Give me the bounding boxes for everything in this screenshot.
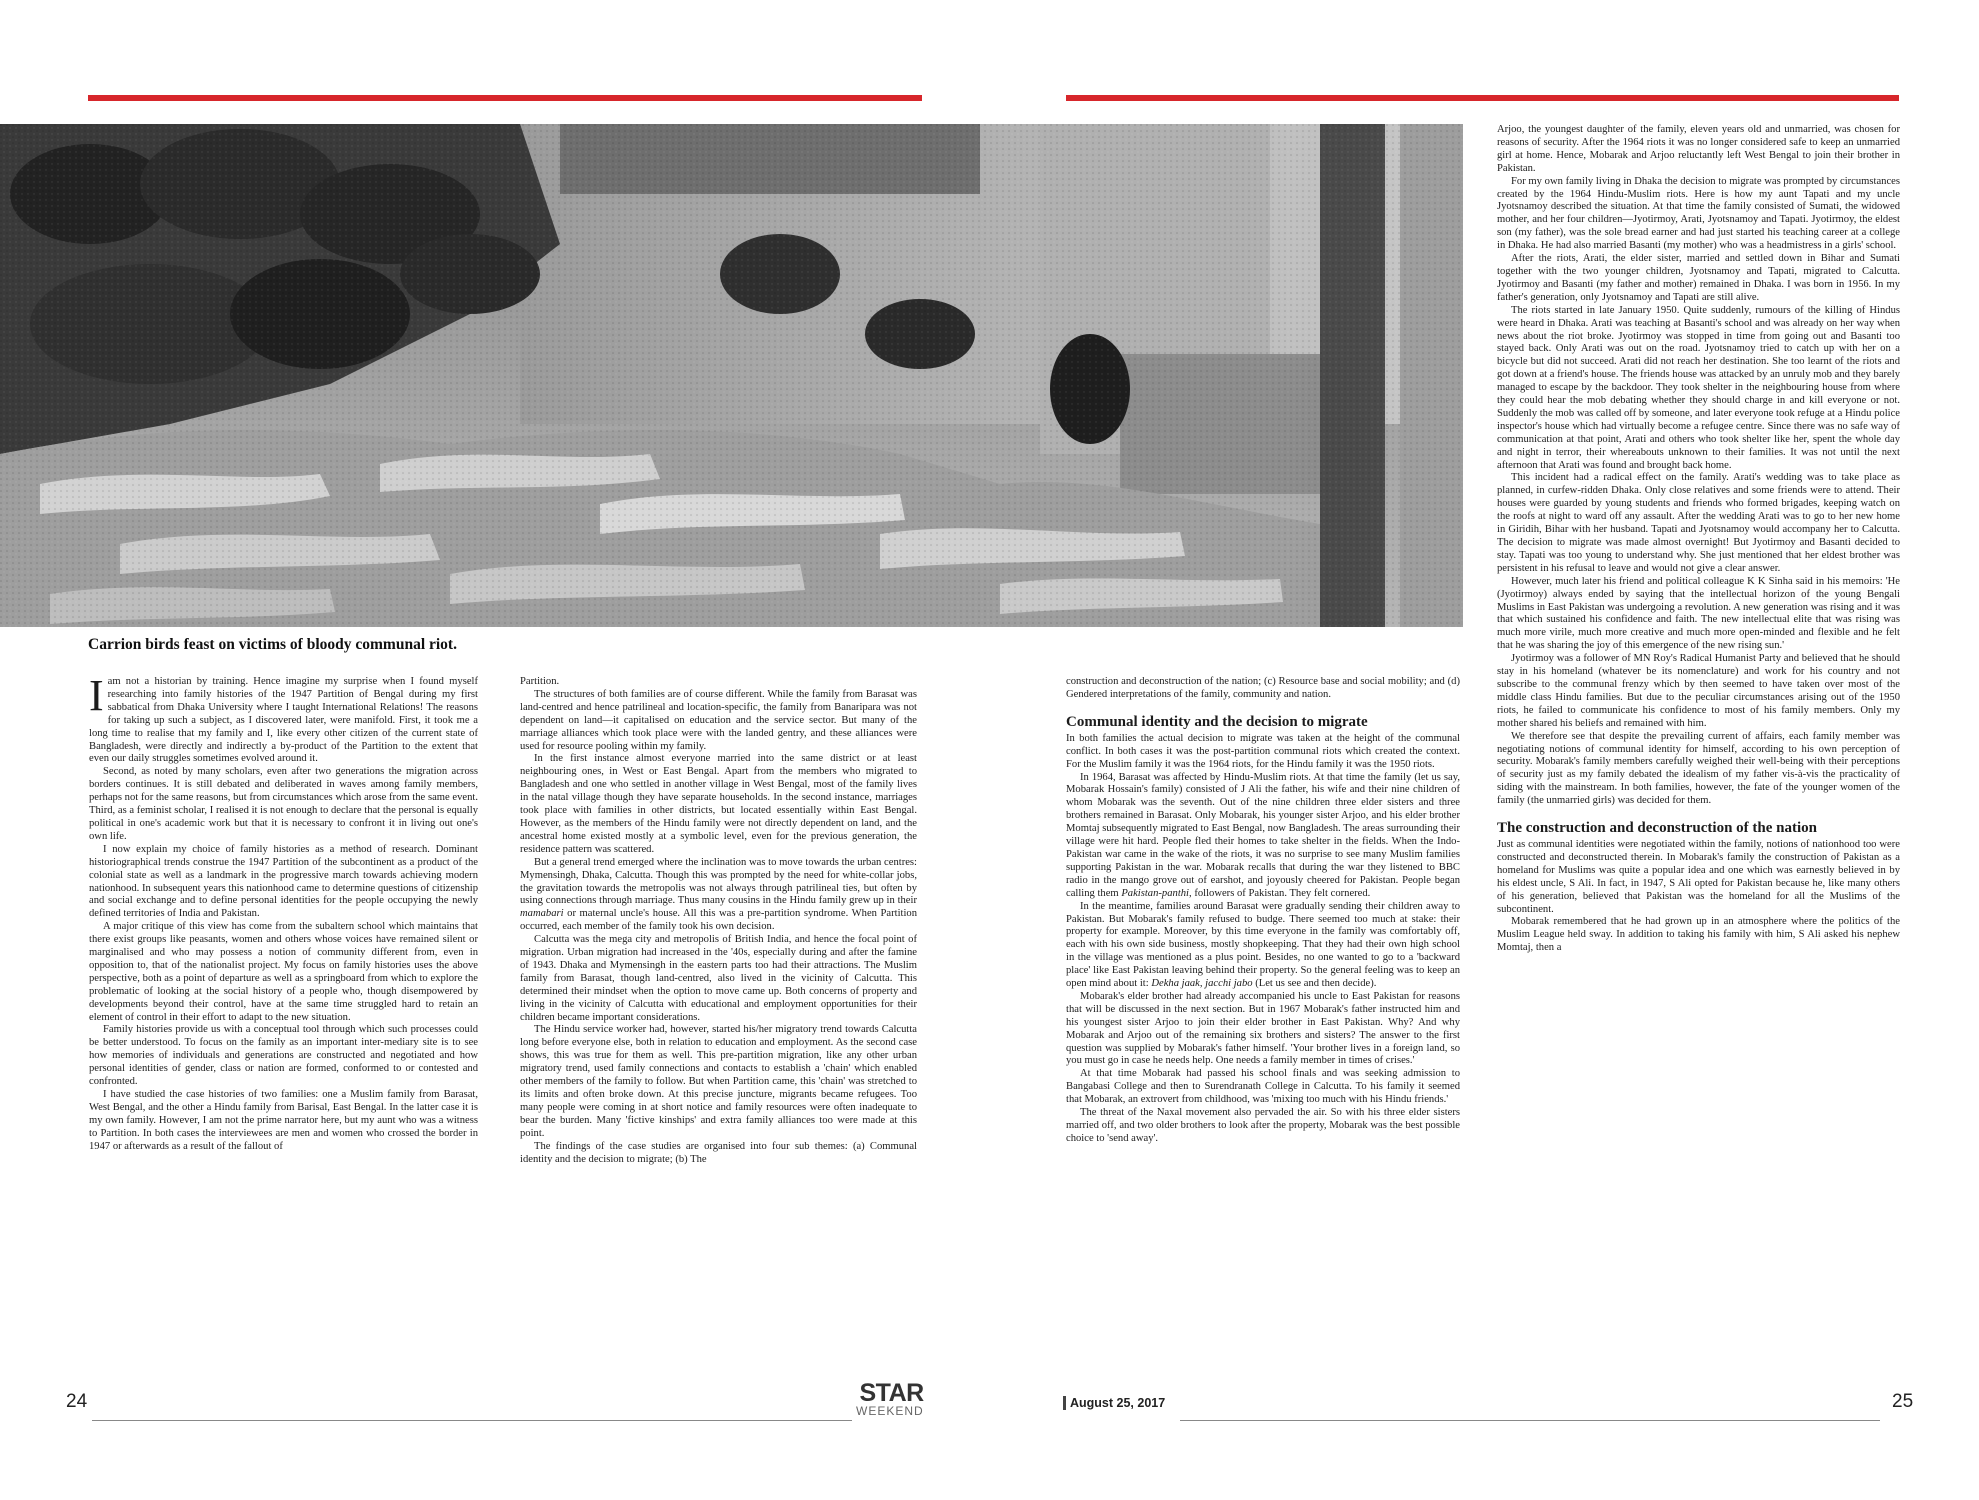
dropcap: I	[89, 676, 104, 720]
paragraph: But a general trend emerged where the inclination was to move towards the urban centres: Mymensingh, Dhaka, Calcutta. Though this was prompted by the need for white-collar jobs, the gravitation towards the metropolis was not always through patrilineal ties, but often by using connections through marriage. Thus many cousins in the Hindu family grew up in their mamabari or maternal uncle's house. All this was a pre-partition syndrome. When Partition occurred, each member of the family took his own decision.	[520, 856, 917, 933]
footer-rule-left	[92, 1420, 852, 1421]
paragraph: This incident had a radical effect on the family. Arati's wedding was to take place as planned, in curfew-ridden Dhaka. Only close relatives and some friends were to attend. Their houses were guarded by young students and friends who formed brigades, keeping watch on the roofs at night to ward off any assault. After the wedding Arati was to go to her new home in Giridih, Bihar with her husband. Tapati and Jyotsnamoy would accompany her to Calcutta. The decision to migrate was made almost overnight! But Jyotirmoy and Basanti decided to stay. Tapati was too young to understand why. She just mentioned that her eldest brother was persistent in his refusal to leave and would not give a clear answer.	[1497, 472, 1900, 574]
issue-date: August 25, 2017	[1063, 1396, 1165, 1410]
paragraph: The Hindu service worker had, however, started his/her migratory trend towards Calcutta long before everyone else, both in relation to education and employment. As the second case shows, this was true for them as well. This pre-partition migration, like any other urban migratory trend, used family connections and contacts to establish a 'chain' which enabled other members of the family to follow. But when Partition came, this 'chain' was stretched to its limits and often broke down. At this precise juncture, migrants became refugees. Too many people were coming in at short notice and family resources were often inadequate to bear the burden. Many 'fictive kinships' and extra family alliances too were made at this point.	[520, 1024, 917, 1139]
article-column-2	[520, 676, 917, 1386]
photo-caption: Carrion birds feast on victims of bloody communal riot.	[88, 636, 457, 653]
star-weekend-logo	[856, 1381, 924, 1417]
paragraph: We therefore see that despite the prevailing current of affairs, each family member was negotiating notions of communal identity for himself, according to his own perception of security. Mobarak's family members carefully weighed their well-being with their perceptions of security just as my family debated the idealism of my father vis-à-vis the practicality of siding with the mainstream. In both families, however, the fate of the younger women of the family (the unmarried girls) was decided for them.	[1497, 730, 1900, 807]
section-heading: The construction and deconstruction of the nation	[1497, 820, 1818, 837]
paragraph: Mobarak's elder brother had already accompanied his uncle to East Pakistan for reasons that will be discussed in the next section. But in 1967 Mobarak's father instructed him and his youngest sister Arjoo to join their elder brother in East Pakistan. Why? And why Mobarak and Arjoo out of the remaining six brothers and sisters? The answer to the first question was supplied by Mobarak's father himself. 'Your brother lives in a foreign land, so you must go in case he needs help. One needs a family member in times of crises.'	[1066, 990, 1460, 1067]
paragraph: Arjoo, the youngest daughter of the family, eleven years old and unmarried, was chosen for reasons of security. After the 1964 riots it was no longer considered safe to keep an unmarried girl at home. Hence, Mobarak and Arjoo reluctantly left West Bengal to join their brother in Pakistan.	[1497, 124, 1900, 174]
article-column-1	[89, 676, 478, 1386]
top-rule-left	[88, 95, 922, 101]
article-column-4	[1497, 124, 1900, 1386]
paragraph: The riots started in late January 1950. Quite suddenly, rumours of the killing of Hindus were heard in Dhaka. Arati was teaching at Basanti's school and was already on her way when news about the riot broke. Jyotirmoy was stopped in time from going out and Basanti too stayed back. Only Arati was out on the road. Jyotsnamoy tried to catch up with her on a bicycle but did not succeed. Arati did not reach her destination. She too learnt of the riots and got down at a friend's house. The friends house was attacked by an unruly mob and they barely managed to escape by the backdoor. They took shelter in the neighbouring house from where they could hear the mob debating whether they should charge in and kill everyone or not. Suddenly the mob was called off by someone, and later everyone took refuge at a Hindu police inspector's house which had virtually become a refugee centre. Since there was no safe way of communication at that point, Arati and others who took shelter like her, spent the whole day and night in terror, their whereabouts unknown to their families. It was not until the next afternoon that Arati was found and brought back home.	[1497, 304, 1900, 471]
italic-term: Pakistan-panthi	[1121, 887, 1190, 899]
paragraph: The findings of the case studies are organised into four sub themes: (a) Communal identity and the decision to migrate; (b) The	[520, 1140, 917, 1165]
paragraph: However, much later his friend and political colleague K K Sinha said in his memoirs: 'He (Jyotirmoy) always ended by saying that the intellectual horizon of the young Bengali Muslims in East Pakistan was undergoing a revolution. A new generation was rising and it was that which sustained his confidence and faith. The new intellectual elite that was rising was much more virile, much more creative and much more open-minded and flexible and he felt that he was sharing the joy of this emergence of the new rising sun.'	[1497, 575, 1900, 652]
paragraph: Second, as noted by many scholars, even after two generations the migration across borders continues. It is still debated and deliberated in waves among family members, perhaps not for the same reasons, but from circumstances which arose from the same event. Third, as a feminist scholar, I realised it is not enough to declare that the personal is equally political in one's academic work but that it is necessary to confront it in living out one's own life.	[89, 766, 478, 842]
italic-term: Dekha jaak, jacchi jabo	[1151, 978, 1253, 990]
paragraph: Calcutta was the mega city and metropolis of British India, and hence the focal point of migration. Urban migration had increased in the '40s, especially during and after the famine of 1943. Dhaka and Mymensingh in the eastern parts too had their attractions. The Muslim family from Barasat, though land-centred, also lived in the vicinity of Calcutta. This determined their mindset when the option to move came up. Both concerns of property and living in the vicinity of Calcutta with educational and employment opportunities for their children became important considerations.	[520, 934, 917, 1023]
riot-photograph	[0, 124, 1463, 627]
italic-term: mamabari	[520, 908, 564, 920]
page-number-right: 25	[1892, 1391, 1914, 1412]
paragraph: Mobarak remembered that he had grown up in an atmosphere where the politics of the Muslim League held sway. In addition to taking his family with him, S Ali asked his nephew Momtaj, then a	[1497, 916, 1900, 954]
paragraph: construction and deconstruction of the nation; (c) Resource base and social mobility; and (d) Gendered interpretations of the family, community and nation.	[1066, 676, 1460, 700]
paragraph: Jyotirmoy was a follower of MN Roy's Radical Humanist Party and believed that he should stay in his homeland (whatever be its nomenclature) and work for his country and not subscribe to the communal frenzy which by then seemed to have taken over most of the middle class Hindu families. But due to the peculiar circumstances arising out of the 1950 riots, he failed to communicate his confidence to most of his family members. Only my mother shared his beliefs and remained with him.	[1497, 653, 1900, 729]
paragraph: In 1964, Barasat was affected by Hindu-Muslim riots. At that time the family (let us say, Mobarak Hossain's family) consisted of J Ali the father, his wife and their nine children of whom Mobarak was the seventh. Out of the nine children three elder sisters and three brothers remained in Barasat. Only Mobarak, his younger sister Arjoo, and his elder brother Momtaj subsequently migrated to East Bengal, now Bangladesh. The areas surrounding their village were hit hard. People fled their homes to take shelter in the fields. When the Indo-Pakistan war came in the wake of the riots, it was no surprise to see many Muslim families supporting Pakistan in the war. Mobarak recalls that during the war they listened to BBC radio in the mango grove out of earshot, and joyously cheered for Pakistan. People began calling them Pakistan-panthi, followers of Pakistan. They felt cornered.	[1066, 771, 1460, 899]
paragraph: In both families the actual decision to migrate was taken at the height of the communal conflict. In both cases it was the post-partition communal riots which created the context. For the Muslim family it was the 1964 riots, for the Hindu family it was the 1950 riots.	[1066, 732, 1460, 770]
opening-paragraph: Iam not a historian by training. Hence imagine my surprise when I found myself researching into family histories of the 1947 Partition of Bengal during my first sabbatical from Dhaka University where I taught International Relations! The reasons for taking up such a subject, as I discovered later, were manifold. First, it took me a long time to realise that my family and I, like every other citizen of the current state of Bangladesh, were directly and indirectly a by-product of the Partition to the extent that even our daily struggles sometimes evolved around it.	[89, 676, 478, 765]
paragraph: In the first instance almost everyone married into the same district or at least neighbouring ones, in West or East Bengal. Apart from the members who migrated to Bangladesh and one who settled in another village in West Bengal, most of the family lives in the natal village though they have separate households. In the second instance, marriages took place with families in other districts, but located essentially within East Bengal. However, as the members of the Hindu family were not directly dependent on land, and the ancestral home existed mostly at a symbolic level, even for the previous generation, the residence pattern was scattered.	[520, 753, 917, 855]
paragraph: At that time Mobarak had passed his school finals and was seeking admission to Bangabasi College and then to Surendranath College in Calcutta. To his family it seemed that Mobarak, an extrovert from childhood, was 'mixing too much with his Hindu friends.'	[1066, 1068, 1460, 1106]
article-column-3	[1066, 676, 1460, 1386]
paragraph: The threat of the Naxal movement also pervaded the air. So with his three elder sisters married off, and two older brothers to look after the property, Mobarak was the best possible choice to 'send away'.	[1066, 1107, 1460, 1144]
footer-rule-right	[1180, 1420, 1880, 1421]
paragraph: I have studied the case histories of two families: one a Muslim family from Barasat, West Bengal, and the other a Hindu family from Barisal, East Bengal. In the latter case it is my own family. However, I am not the prime narrator here, but my aunt who was a witness to Partition. In both cases the interviewees are men and women who crossed the border in 1947 or afterwards as a result of the fallout of	[89, 1089, 478, 1152]
section-heading: Communal identity and the decision to migrate	[1066, 713, 1368, 730]
paragraph: Family histories provide us with a conceptual tool through which such processes could be better understood. To focus on the family as an important inter-mediary site is to see how memories of individuals and generations are constructed and negotiated and how personal identities of gender, class or nation are formed, conformed to or contested and confronted.	[89, 1024, 478, 1088]
page-number-left: 24	[66, 1391, 88, 1412]
paragraph: Just as communal identities were negotiated within the family, notions of nationhood too were constructed and deconstructed therein. In Mobarak's family the construction of Pakistan as a homeland for Muslims was quite a popular idea and one which was earnestly believed in by his eldest uncle, S Ali. In fact, in 1947, S Ali opted for Pakistan because he, like many others of his generation, believed that Pakistan was the homeland for all the Muslims of the subcontinent.	[1497, 839, 1900, 915]
logo-star: STAR	[859, 1379, 924, 1407]
paragraph: The structures of both families are of course different. While the family from Barasat was land-centred and hence patrilineal and location-specific, the family from Banaripara was not dependent on land—it capitalised on education and the service sector. But many of the marriage alliances which took place were with the landed gentry, and these alliances were used for resource pooling within my family.	[520, 688, 917, 752]
paragraph: For my own family living in Dhaka the decision to migrate was prompted by circumstances created by the 1964 Hindu-Muslim riots. Here is how my aunt Tapati and my uncle Jyotsnamoy described the situation. At that time the family consisted of Sumati, the widowed mother, and her four children—Jyotirmoy, Arati, Jyotsnamoy and Tapati. Jyotirmoy, the eldest son (my father), was the sole bread earner and had just started his teaching career at a college in Dhaka. He had also married Basanti (my mother) who was a headmistress in a girls' school.	[1497, 175, 1900, 252]
paragraph: Partition.	[520, 676, 560, 687]
logo-weekend: WEEKEND	[856, 1404, 924, 1418]
paragraph: After the riots, Arati, the elder sister, married and settled down in Bihar and Sumati together with the two younger children, Jyotsnamoy and Tapati, migrated to Calcutta. Jyotirmoy and Basanti (my father and mother) remained in Dhaka. I was born in 1956. In my father's generation, only Jyotsnamoy and Tapati are still alive.	[1497, 253, 1900, 303]
top-rule-right	[1066, 95, 1899, 101]
paragraph: A major critique of this view has come from the subaltern school which maintains that there exist groups like peasants, women and others whose voices have remained silent or marginalised and who may possess a notion of community different from, even in opposition to, that of the nationalist project. My focus on family histories uses the above perspective, both as a point of departure as well as a springboard from which to explore the problematic of looking at the social history of a people who, though disempowered by developments beyond their control, have at the same time struggled hard to retain an element of control in their effort to adapt to the new situation.	[89, 921, 478, 1023]
paragraph: In the meantime, families around Barasat were gradually sending their children away to Pakistan. But Mobarak's family refused to budge. There seemed too much at stake: their property for example. Moreover, by this time everyone in the family was comfortably off, each with his own side business, mostly shopkeeping. That they had their own high school in the village was mentioned as a plus point. Besides, no one wanted to go to a 'backward place' like East Pakistan leaving behind their property. So the general feeling was to keep an open mind about it: Dekha jaak, jacchi jabo (Let us see and then decide).	[1066, 900, 1460, 990]
paragraph: I now explain my choice of family histories as a method of research. Dominant historiographical trends construe the 1947 Partition of the subcontinent as a product of the colonial state as well as a landmark in the progressive march towards achieving modern nationhood. In subsequent years this nationhood came to determine questions of citizenship and social exchange and to define personal identities for the people occupying the newly defined territories of India and Pakistan.	[89, 843, 478, 920]
